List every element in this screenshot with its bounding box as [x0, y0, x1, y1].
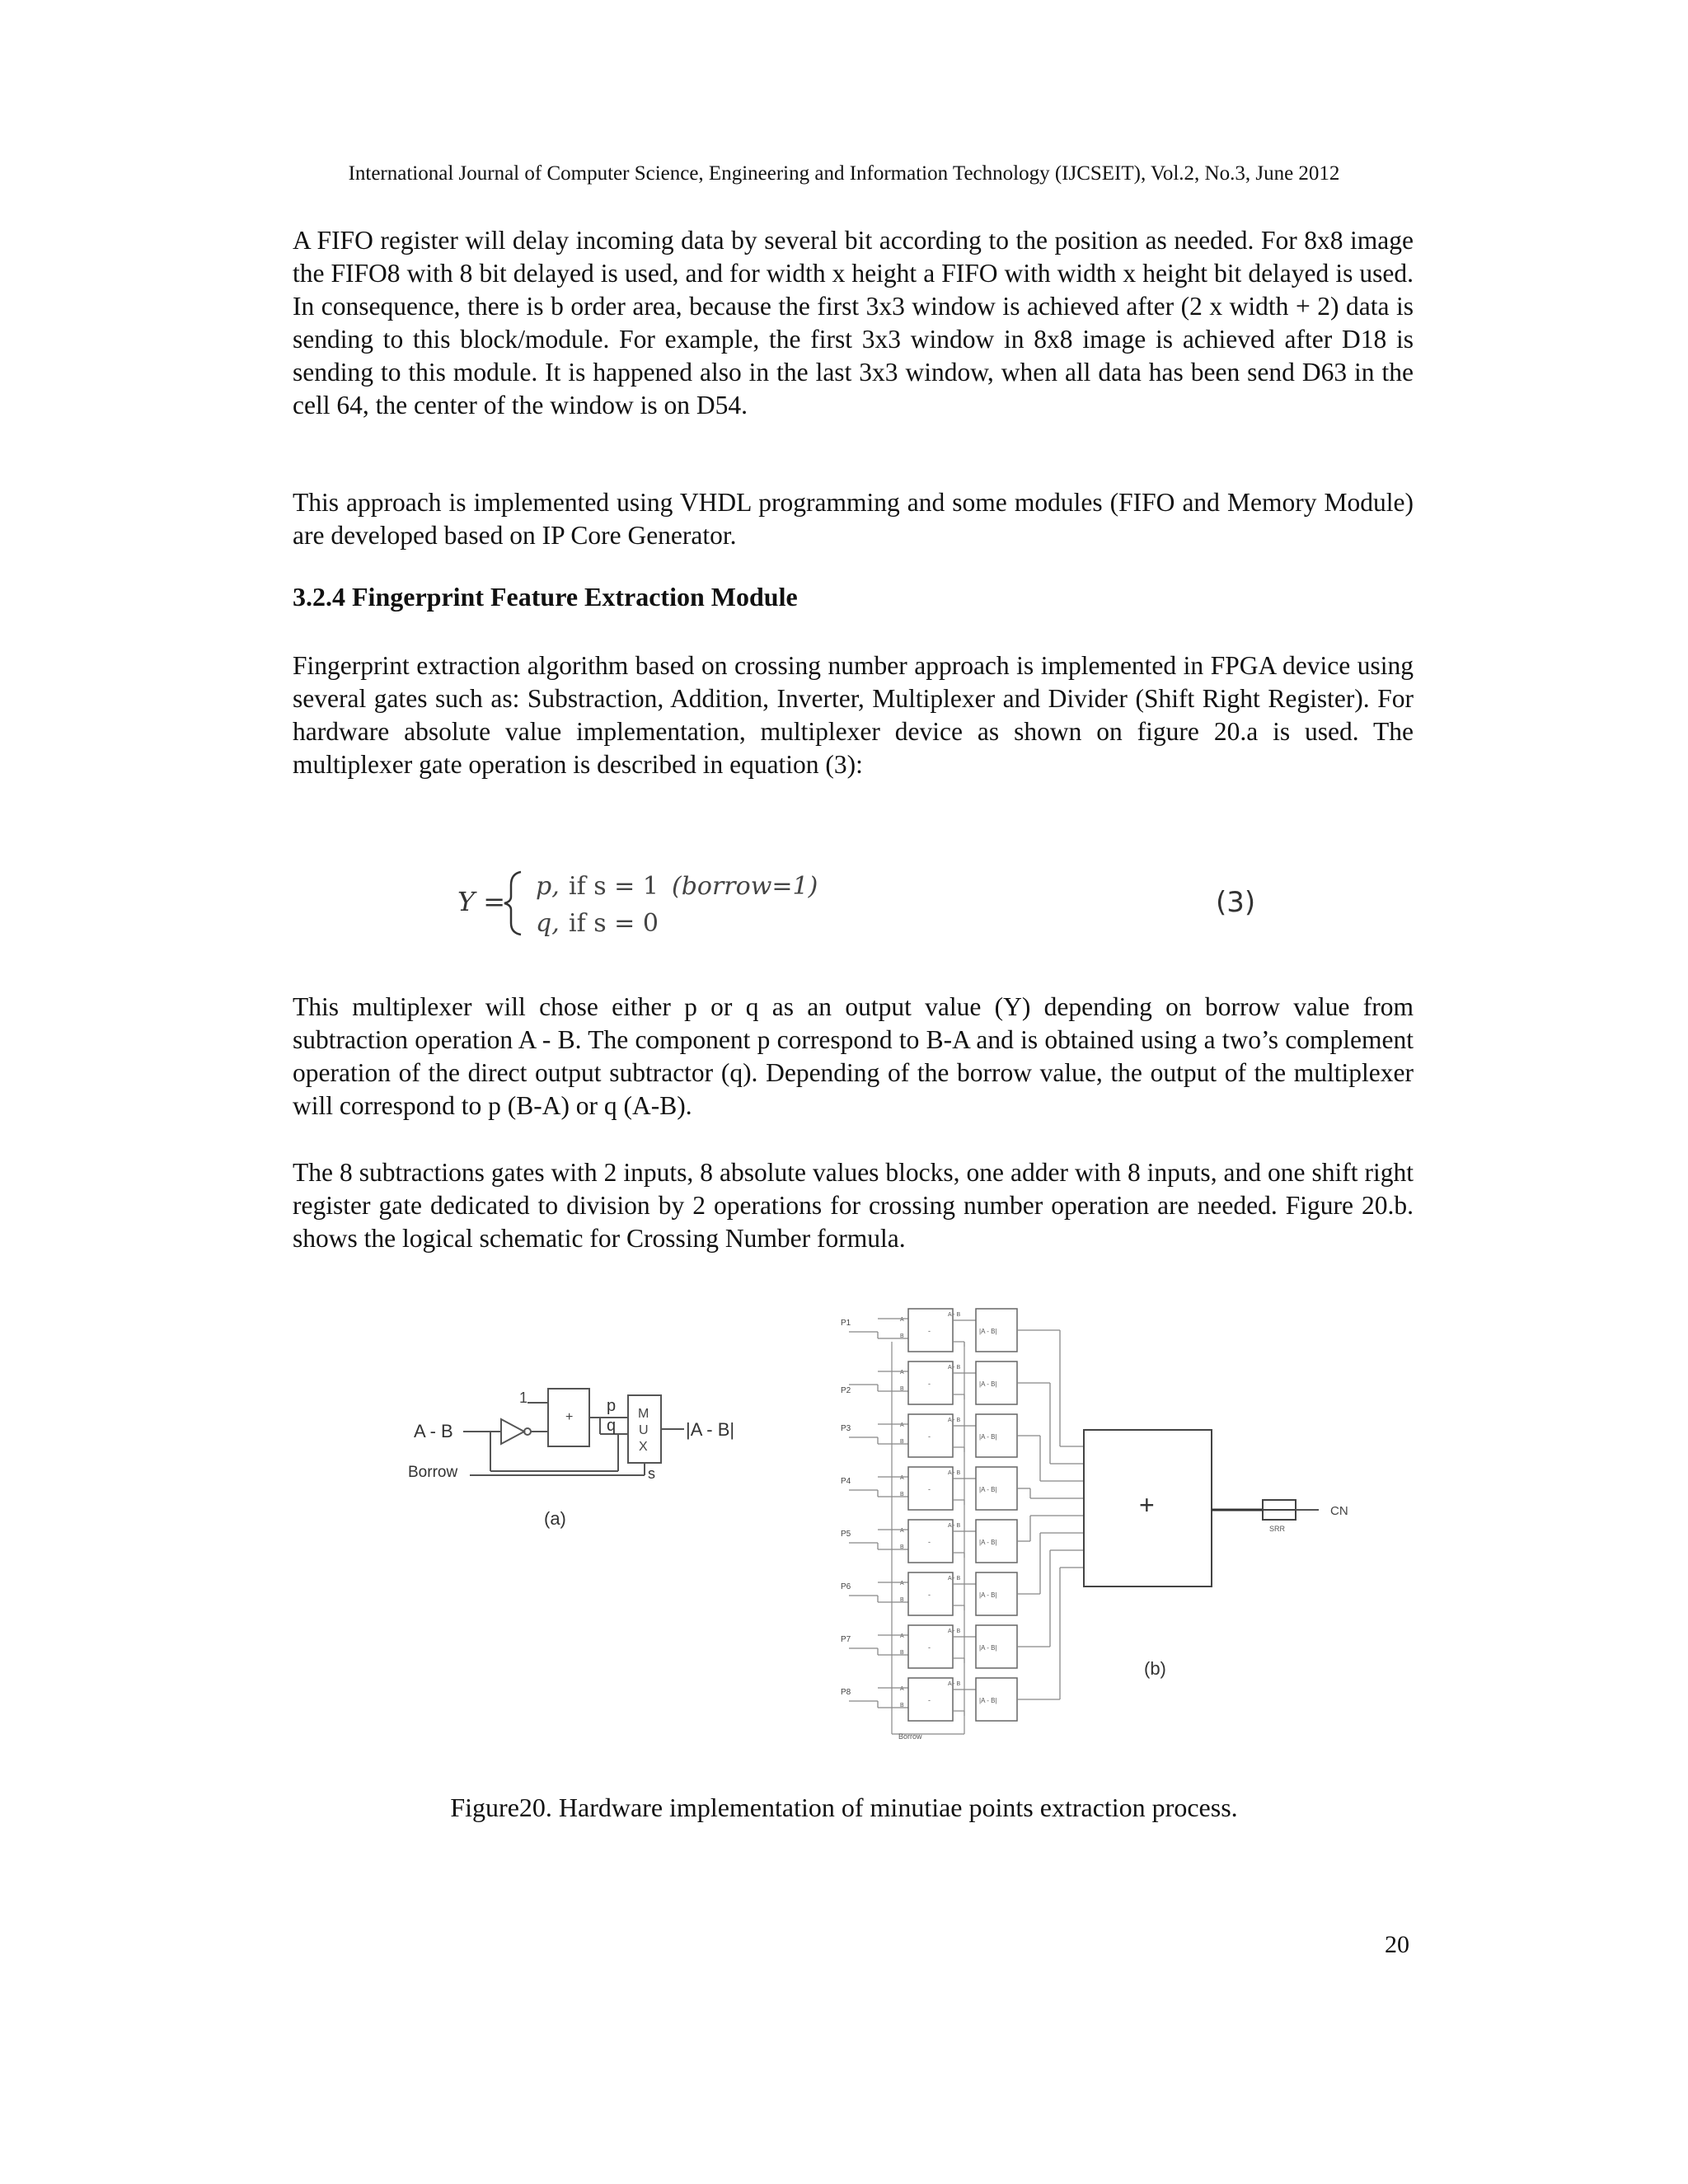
fig-a-output-label: |A - B| — [686, 1419, 735, 1440]
fig-a-mux-m: M — [638, 1407, 649, 1421]
fig-b-sub-out-label-8: A - B — [948, 1681, 961, 1687]
journal-header: International Journal of Computer Science, Engineering and Information Technology (IJCSEIT), Vol.2, No.3, June 2012 — [348, 162, 1340, 185]
paragraph-multiplexer: This multiplexer will chose either p or q as an output value (Y) depending on borrow value from subtraction operation A - B. The component p correspond to B-A and is obtained using a two’s complement operation of the direct output subtractor (q). Depending of the borrow value, the output of the multiplexer will correspond to p (B-A) or q (A-B). — [293, 992, 1414, 1120]
equation-case1-var: p, — [536, 872, 560, 901]
fig-a-adder-sign: + — [565, 1410, 574, 1424]
fig-b-pin-b-5: B — [900, 1544, 904, 1550]
fig-b-input-label-8: P8 — [841, 1688, 851, 1697]
fig-b-output-label: CN — [1330, 1504, 1348, 1518]
fig-b-subtractor-8 — [908, 1678, 953, 1721]
fig-b-sub-out-label-7: A - B — [948, 1629, 961, 1634]
fig-b-input-label-1: P1 — [841, 1319, 851, 1328]
equation-lhs: Y = — [457, 886, 506, 917]
equation-number: (3) — [1216, 886, 1256, 919]
fig-b-pin-b-3: B — [900, 1439, 904, 1445]
fig-a-input-label: A - B — [414, 1421, 453, 1441]
fig-b-sub-out-label-1: A - B — [948, 1312, 961, 1318]
fig-b-sub-sign-3: - — [928, 1432, 931, 1441]
fig-b-sub-sign-8: - — [928, 1696, 931, 1704]
figure-20a-abs-value — [404, 1368, 783, 1541]
fig-b-subtractor-7 — [908, 1625, 953, 1668]
section-heading: 3.2.4 Fingerprint Feature Extraction Module — [293, 582, 798, 612]
fig-b-abs-label-6: |A - B| — [979, 1591, 997, 1599]
fig-a-mux-x: X — [639, 1440, 648, 1454]
fig-b-abs-label-2: |A - B| — [979, 1380, 997, 1388]
fig-b-abs-label-3: |A - B| — [979, 1433, 997, 1441]
fig-b-sub-sign-2: - — [928, 1380, 931, 1388]
fig-b-input-label-4: P4 — [841, 1477, 851, 1486]
fig-b-abs-label-8: |A - B| — [979, 1697, 997, 1704]
fig-b-sub-sign-7: - — [928, 1643, 931, 1652]
equation-case2-var: q, — [536, 909, 560, 938]
fig-b-pin-a-4: A — [900, 1475, 904, 1481]
fig-b-sub-out-label-5: A - B — [948, 1523, 961, 1529]
fig-b-pin-a-1: A — [900, 1317, 904, 1323]
fig-b-sub-out-label-4: A - B — [948, 1470, 961, 1476]
fig-a-mux-u: U — [639, 1423, 649, 1437]
fig-b-caption-label: (b) — [1144, 1658, 1166, 1679]
fig-b-pin-a-3: A — [900, 1422, 904, 1428]
fig-b-borrow-label: Borrow — [898, 1732, 922, 1741]
paragraph-fifo: A FIFO register will delay incoming data by several bit according to the position as needed. For 8x8 image the FIFO8 with 8 bit delayed is used, and for width x height a FIFO with width x height bit delayed is used. In consequence, there is b order area, because the first 3x3 window is achieved after (2 x width + 2) data is sending to this block/module. For example, the first 3x3 window in 8x8 image is achieved after D18 is sending to this module. It is happened also in the last 3x3 window, when all data has been send D63 in the cell 64, the center of the window is on D54. — [293, 226, 1414, 419]
fig-b-subtractor-6 — [908, 1572, 953, 1615]
fig-b-abs-label-7: |A - B| — [979, 1644, 997, 1652]
fig-b-subtractor-4 — [908, 1467, 953, 1510]
fig-b-sub-out-label-6: A - B — [948, 1576, 961, 1582]
fig-b-subtractor-3 — [908, 1414, 953, 1457]
equation-case1-cond: if s = 1 — [569, 872, 659, 901]
fig-b-pin-b-7: B — [900, 1650, 904, 1656]
equation-case2-cond: if s = 0 — [569, 909, 659, 938]
fig-b-pin-a-8: A — [900, 1686, 904, 1692]
fig-a-p-label: p — [607, 1397, 617, 1415]
fig-b-sub-out-label-2: A - B — [948, 1365, 961, 1371]
fig-b-input-label-3: P3 — [841, 1424, 851, 1433]
page-number: 20 — [1385, 1931, 1409, 1958]
fig-b-input-label-2: P2 — [841, 1386, 851, 1395]
fig-a-one: 1 — [519, 1390, 528, 1406]
equation-3 — [445, 857, 824, 948]
fig-b-sub-sign-4: - — [928, 1485, 931, 1493]
fig-b-subtractor-2 — [908, 1361, 953, 1404]
figure-caption: Figure20. Hardware implementation of minutiae points extraction process. — [450, 1793, 1238, 1822]
fig-b-abs-label-1: |A - B| — [979, 1328, 997, 1335]
fig-a-inverter — [501, 1419, 524, 1444]
paragraph-subtractions: The 8 subtractions gates with 2 inputs, 8 absolute values blocks, one adder with 8 inputs, and one shift right register gate dedicated to division by 2 operations for crossing number operation are needed. Figure 20.b. shows the logical schematic for Crossing Number formula. — [293, 1158, 1414, 1253]
fig-b-abs-label-5: |A - B| — [979, 1539, 997, 1546]
fig-a-s-label: s — [648, 1465, 655, 1482]
fig-b-sub-sign-5: - — [928, 1538, 931, 1546]
fig-b-input-label-5: P5 — [841, 1530, 851, 1539]
fig-a-caption-label: (a) — [544, 1508, 566, 1529]
fig-b-pin-b-6: B — [900, 1597, 904, 1603]
fig-b-subtractor-1 — [908, 1309, 953, 1352]
fig-b-abs-label-4: |A - B| — [979, 1486, 997, 1493]
equation-case1-note: (borrow=1) — [672, 872, 818, 901]
fig-b-adder-sign: + — [1139, 1490, 1155, 1520]
fig-b-srr-label: SRR — [1269, 1525, 1286, 1533]
fig-b-sub-sign-1: - — [928, 1327, 931, 1335]
fig-b-input-label-7: P7 — [841, 1635, 851, 1644]
fig-b-pin-a-7: A — [900, 1633, 904, 1639]
fig-b-pin-b-2: B — [900, 1386, 904, 1392]
fig-b-pin-b-4: B — [900, 1492, 904, 1497]
equation-brace — [504, 872, 521, 935]
fig-a-q-label: q — [607, 1417, 617, 1435]
fig-b-sub-out-label-3: A - B — [948, 1418, 961, 1423]
paragraph-vhdl: This approach is implemented using VHDL programming and some modules (FIFO and Memory Module) are developed based on IP Core Generator. — [293, 488, 1414, 550]
paragraph-crossing-number: Fingerprint extraction algorithm based on crossing number approach is implemented in FPGA device using several gates such as: Substraction, Addition, Inverter, Multiplexer and Divider (Shift Right Register). For hardware absolute value implementation, multiplexer device as shown on figure 20.a is used. The multiplexer gate operation is described in equation (3): — [293, 651, 1414, 779]
fig-b-pin-b-8: B — [900, 1703, 904, 1708]
fig-a-borrow-label: Borrow — [408, 1464, 458, 1481]
figure-20b-crossing-number — [832, 1294, 1376, 1755]
fig-b-pin-a-2: A — [900, 1370, 904, 1376]
fig-b-pin-b-1: B — [900, 1333, 904, 1339]
fig-b-sub-sign-6: - — [928, 1591, 931, 1599]
fig-b-input-label-6: P6 — [841, 1582, 851, 1591]
fig-b-subtractor-5 — [908, 1520, 953, 1563]
fig-b-pin-a-5: A — [900, 1528, 904, 1534]
fig-b-pin-a-6: A — [900, 1581, 904, 1586]
